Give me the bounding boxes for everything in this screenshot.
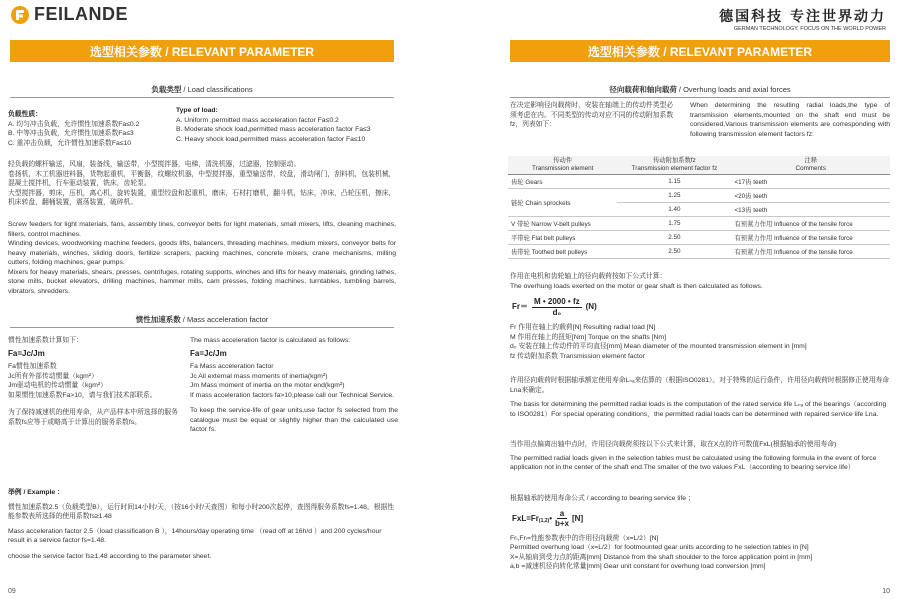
table-row — [508, 245, 890, 259]
load-types-cn-title: 负载性质： — [8, 111, 42, 118]
table-cell-factor: 1.75 — [617, 217, 731, 231]
mass-cn-def-fa: Fa惯性加速系数 — [8, 363, 57, 370]
mass-en-intro: The mass acceleration factor is calculated as follows: — [190, 337, 351, 344]
mass-en-service-note: To keep the service-life of gear units,use factor fs selected from the catalogue must be equal or slightly higher than the calculated use factor fs. — [190, 407, 398, 433]
m-def: M 作用在轴上的扭矩[Nm] Torque on the shafts [Nm] — [510, 333, 666, 341]
offset-load-block — [510, 440, 890, 473]
example-cn: 惯性加速系数2.5（负载类型B），运行时间14小时/天，（按16小时/天查图）和每小时200次起停，查图得服务系数fs=1.48。根据性能参数表所选择的使用系数fs≥1.48 — [8, 503, 395, 520]
load-example-cn-heavy: 大型搅拌器，剪床，压机，离心机，旋转装置，重型绞盘和起重机，磨床，石材打磨机，翻斗机，钻床，冲床，凸轮压机，擦床，机床转盘，翻桶装置，震荡装置，破碎机。 — [8, 189, 396, 206]
mass-cn-def-jm: Jm驱动电机的传动惯量（kgm²） — [8, 382, 107, 389]
table-cell-comment: <17齿 teeth — [732, 175, 891, 189]
right-page — [450, 0, 900, 599]
mass-formula-en: Fa=Jc/Jm — [190, 348, 227, 358]
calc-intro-cn: 作用在电机和齿轮轴上的径向载荷按如下公式计算： — [510, 273, 667, 280]
mass-cn-service-note: 为了保持减速机的使用寿命，从产品样本中所选择的服务系数fs应等于或略高于计算出的服务系数fs。 — [8, 409, 178, 426]
fr-formula-denominator: d₀ — [552, 307, 562, 317]
fxl-formula-fraction — [555, 509, 569, 529]
overhung-header-cn: 径向载荷和轴向载荷 — [609, 85, 677, 94]
mass-cn-def-note: 如果惯性加速系数Fa>10，请与我们技术部联系。 — [8, 391, 157, 399]
table-cell-comment: 有预紧力作用 Influence of the tensile force — [732, 231, 891, 245]
overhung-intro-cn: 在决定影响径向载荷时，安装在轴端上的传动件类型必须考虑在内。不同类型的传动对应不同的传动附加系数fz，列表如下： — [510, 102, 674, 128]
fxl-formula-dot: • — [549, 513, 552, 523]
load-type-en-c: C. Heavy shock load,permitted mass acceleration factor Fa≤10 — [176, 135, 366, 143]
slogan-en: GERMAN TECHNOLOGY, FOCUS ON THE WORLD POWER — [733, 26, 886, 32]
load-examples-cn — [8, 160, 396, 208]
calc-intro-en: The overhung loads exerted on the motor or gear shaft is then calculated as follows. — [510, 282, 763, 290]
left-title-bar — [10, 40, 394, 62]
fxl-formula-subscript: (1,2) — [538, 517, 550, 524]
mass-en-def-jc: Jc All external mass moments of inertia(kgm²) — [190, 372, 328, 380]
x-def: X=从轴肩到受力点的距离[mm] Distance from the shaft shoulder to the force application point in [mm] — [510, 553, 813, 561]
radial-load-formula — [512, 297, 890, 317]
right-page-title: 选型相关参数 / RELEVANT PARAMETER — [587, 44, 813, 59]
bearing-life-block — [510, 376, 890, 419]
mass-en-def-jm: Jm Mass moment of inertia on the motor end(kgm²) — [190, 382, 345, 389]
fxl-formula-unit: [N] — [572, 513, 584, 523]
table-header-comments: 注释 Comments — [732, 156, 891, 175]
fxl-formula-denominator: b+x — [555, 519, 570, 528]
table-cell-comment: <13齿 teeth — [732, 203, 891, 217]
table-cell-element: 齿轮 Gears — [508, 175, 617, 189]
radial-load-formula-block — [510, 272, 890, 361]
table-row — [508, 231, 890, 245]
fxl-formula — [512, 509, 890, 529]
right-title-bar — [510, 40, 890, 62]
load-example-en-heavy: Mixers for heavy materials, shears, presses, centrifuges, rotating supports, winches and lifts for heavy materials, grinding lathes, stone mills, bucket elevators, drilling machines, hammer mills, cam presses, folding machines, turntables, tumbling barrels, vibrators, shredders. — [8, 268, 396, 295]
d0-def: d₀ 安装在轴上传动件的平均直径[mm] Mean diameter of the mounted transmission element in [mm] — [510, 343, 807, 350]
fz-def: fz 传动附加系数 Transmission element factor — [510, 352, 645, 360]
fr12-def-cn: Frₗ,Frₗ=性能参数表中的许用径向载荷（x=L/2）[N] — [510, 534, 659, 542]
fr-def: Fr 作用在轴上的载荷[N] Resulting radial load [N] — [510, 324, 656, 331]
table-cell-element: 链轮 Chain sprockets — [508, 189, 617, 217]
load-examples-en — [8, 220, 396, 296]
mass-formula-cn: Fa=Jc/Jm — [8, 348, 45, 358]
fxl-formula-lhs: FxL=Fr — [512, 513, 539, 523]
overhung-loads-header — [510, 84, 890, 98]
load-type-en-b: B. Moderate shock load,permitted mass acceleration factor Fa≤3 — [176, 126, 371, 133]
brand-name: FEILANDE — [34, 4, 128, 24]
load-types-en — [176, 106, 398, 144]
fr-formula-fraction — [532, 297, 582, 317]
bearing-life-en: The basis for determining the permitted radial loads is the computation of the rated service life Lₙₐ of the bearings（according to ISO0281）For special operating conditions，the permitted radial loads can be determined with repaired service life Lna. — [510, 401, 887, 418]
offset-load-cn: 当作用点偏离出轴中点时，许用径向载荷须按以下公式来计算，取在X点的许可数值FxL(根据轴承的使用寿命) — [510, 441, 837, 448]
table-row — [508, 175, 890, 189]
table-cell-comment: 有预紧力作用 Influence of the tensile force — [732, 245, 891, 259]
load-example-cn-moderate: 卷扬机，木工机器进料器，货物起重机，平衡器，纹螺纹机器，中型搅拌器，重型输送带，绞盘，滑动闸门，刮料机，包装机械，混凝土搅拌机，行车驱动装置，铣床，齿轮泵。 — [8, 170, 396, 187]
table-cell-element: 平带轮 Flat belt pulleys — [508, 231, 617, 245]
brand-logo — [10, 4, 128, 25]
slogan-cn: 德国科技 专注世界动力 — [719, 9, 886, 25]
page-number-left: 09 — [8, 588, 16, 595]
mass-header-en: / Mass acceleration factor — [180, 315, 269, 324]
table-cell-comment: 有预紧力作用 Influence of the tensile force — [732, 217, 891, 231]
load-type-cn-c: C. 重冲击负载，允许惯性加速系数Fa≤10 — [8, 139, 132, 147]
load-types-cn — [8, 110, 178, 148]
mass-cn-def-jc: Jc所有外部传动惯量（kgm²） — [8, 372, 98, 380]
mass-cn-block — [8, 336, 180, 427]
table-cell-factor: 1.15 — [617, 175, 731, 189]
page-number-right: 10 — [882, 588, 890, 595]
load-example-en-moderate: Winding devices, woodworking machine feeders, goods lifts, balancers, threading machines, medium mixers, conveyor belts for heavy materials, winches, sliding doors, fertilize scrapers, packing machines, concrete mixers, crane mechanisms, milling cutters, folding machines, gear pumps. — [8, 240, 396, 266]
overhung-header-en: / Overhung loads and axial forces — [676, 85, 791, 94]
mass-acceleration-header — [10, 314, 394, 328]
table-cell-factor: 2.50 — [617, 245, 731, 259]
load-example-cn-light: 轻负载的螺杆输送，风扇，装备线，输送带，小型搅拌器，电梯，清洗机器，过滤器，控制驱动。 — [8, 161, 301, 168]
load-type-en-a: A. Uniform ,permitted mass acceleration factor Fa≤0.2 — [176, 116, 339, 124]
offset-load-en: The permitted radial loads given in the selection tables must be calculated using the following formula in the event of force application not in the center of the shaft end.The smaller of the two values FxL（according to bearing service life） — [510, 454, 877, 471]
example-block — [8, 488, 396, 561]
load-header-cn: 负载类型 — [151, 85, 182, 94]
table-cell-factor: 2.50 — [617, 231, 731, 245]
load-example-en-light: Screw feeders for light materials, fans, assembly lines, conveyor belts for light materials, small mixers, lifts, cleaning machines, fillers, control machines. — [8, 221, 396, 238]
ab-def: a,b =减速机径向转化常量[mm] Gear unit constant for overhung load conversion [mm] — [510, 563, 766, 570]
fxl-formula-block — [510, 494, 890, 572]
brand-slogan — [719, 6, 886, 32]
table-cell-factor: 1.25 — [617, 189, 731, 203]
transmission-factor-table — [508, 156, 890, 259]
fr-formula-numerator: M • 2000 • fz — [534, 297, 580, 306]
table-row — [508, 217, 890, 231]
table-cell-factor: 1.40 — [617, 203, 731, 217]
table-cell-comment: <20齿 teeth — [732, 189, 891, 203]
left-page-title: 选型相关参数 / RELEVANT PARAMETER — [89, 44, 315, 59]
fr-formula-lhs: Fr＝ — [512, 302, 528, 312]
table-header-row — [508, 156, 890, 175]
load-header-en: / Load classifications — [181, 85, 253, 94]
feilande-logo-icon — [10, 5, 30, 25]
load-type-cn-b: B. 中等冲击负载，允许惯性加速系数Fa≤3 — [8, 130, 134, 137]
mass-en-def-fa: Fa Mass acceleration factor — [190, 363, 274, 370]
load-types-en-title: Type of load: — [176, 107, 218, 114]
service-life-label: 根据轴承的使用寿命公式 / according to bearing service life ； — [510, 495, 695, 502]
table-row — [508, 189, 890, 203]
fr12-def-en: Permitted overhung load（x=L/2）for footmounted gear units according to he selection tables in [N] — [510, 544, 809, 551]
table-cell-element: V 带轮 Narrow V-belt pulleys — [508, 217, 617, 231]
fxl-formula-numerator: a — [557, 509, 567, 520]
load-type-cn-a: A. 均匀冲击负载，允许惯性加速系数Fa≤0.2 — [8, 120, 140, 128]
load-classifications-header — [10, 84, 394, 98]
table-header-factor: 传动附加系数fz Transmission element factor fz — [617, 156, 731, 175]
fr-formula-unit: (N) — [585, 302, 597, 312]
example-title: 举例 / Example ： — [8, 489, 64, 496]
overhung-intro-en: When determining the resulting radial loads,the type of transmission elements,mounted on the shaft end must be considered,Various transmission elements are corresponding with following transmission element factors fz: — [690, 102, 890, 138]
example-en-2: choose the service factor fs≥1.48 according to the parameter sheet. — [8, 552, 212, 560]
example-en-1: Mass acceleration factor 2.5（load classification B ），14hours/day operating time （read off at 16h/d ）and 200 cycles/hour result in a service factor fs=1.48. — [8, 527, 382, 544]
table-header-element: 传动件 Transmission element — [508, 156, 617, 175]
mass-en-block — [190, 336, 398, 435]
mass-header-cn: 惯性加速系数 — [135, 315, 181, 324]
table-cell-element: 齿带轮 Toothed belt pulleys — [508, 245, 617, 259]
mass-en-def-note: If mass acceleration factors fa>10,please call our Technical Service. — [190, 391, 395, 399]
mass-cn-intro: 惯性加速系数计算如下： — [8, 337, 83, 344]
bearing-life-cn: 许用径向载荷时根据轴承额定使用寿命Lₙₐ来估算的（根据ISO0281）。对于特殊的运行条件，许用径向载荷时根据修正使用寿命Lna来确定。 — [510, 377, 890, 394]
